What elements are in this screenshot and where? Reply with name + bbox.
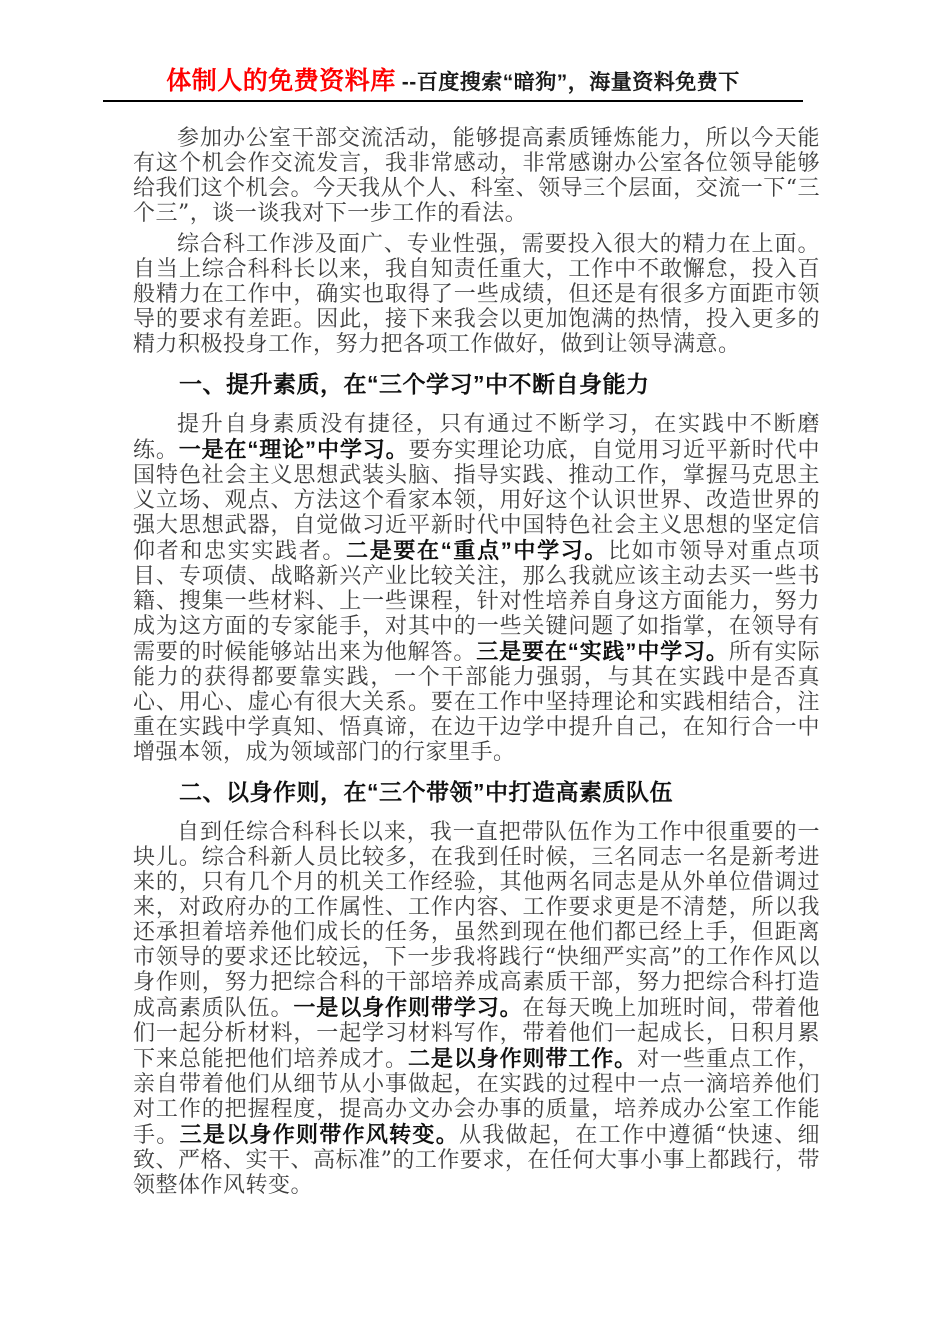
bold-text-run: 三是要在“实践”中学习。 <box>476 639 729 664</box>
text-run: 参加办公室干部交流活动，能够提高素质锤炼能力，所以今天能有这个机会作交流发言，我非常感动，非常感谢办公室各位领导能够给我们这个机会。今天我从个人、科室、领导三个层面，交流一下“三个三”，谈一谈我对下一步工作的看法。 <box>133 126 820 226</box>
bold-text-run: 二是以身作则带工作。 <box>407 1046 638 1071</box>
header-subtitle: --百度搜索“暗狗”，海量资料免费下 <box>401 71 740 94</box>
text-run: 在每天晚上加班时间，带着他们一起分析材料，一起学习材料写作，带着他们一起成长，日积月累下来总能把他们培养成才。 <box>133 996 820 1072</box>
text-run: 比如市领导对重点项目、专项债、战略新兴产业比较关注，那么我就应该主动去买一些书籍、搜集一些材料、上一些课程，针对性培养自身这方面能力，努力成为这方面的专家能手，对其中的一些关键问题了如指掌，在领导有需要的时候能够站出来为他解答。 <box>133 539 820 665</box>
text-run: 自到任综合科科长以来，我一直把带队伍作为工作中很重要的一块儿。综合科新人员比较多，在我到任时候，三名同志一名是新考进来的，只有几个月的机关工作经验，其他两名同志是从外单位借调过来，对政府办的工作属性、工作内容、工作要求更是不清楚，所以我还承担着培养他们成长的任务，虽然到现在他们都已经上手，但距离市领导的要求还比较远，下一步我将践行“快细严实高”的工作作风以身作则，努力把综合科的干部培养成高素质干部，努力把综合科打造成高素质队伍。 <box>133 820 820 1021</box>
site-title: 体制人的免费资料库 <box>166 67 396 95</box>
bold-text-run: 一、提升素质，在“三个学习”中不断自身能力 <box>179 371 650 397</box>
bold-text-run: 三是以身作则带作风转变。 <box>179 1122 459 1147</box>
bold-text-run: 一是在“理论”中学习。 <box>178 437 409 462</box>
text-run: 综合科工作涉及面广、专业性强，需要投入很大的精力在上面。自当上综合科科长以来，我自知责任重大，工作中不敢懈怠，投入百般精力在工作中，确实也取得了一些成绩，但还是有很多方面距市领导的要求有差距。因此，接下来我会以更加饱满的热情，投入更多的精力积极投身工作，努力把各项工作做好，做到让领导满意。 <box>133 232 820 357</box>
paragraph <box>133 820 820 1198</box>
bold-text-run: 一是以身作则带学习。 <box>293 995 523 1020</box>
paragraph <box>133 126 820 226</box>
text-run: 提升自身素质没有捷径，只有通过不断学习，在实践中不断磨练。 <box>133 412 820 463</box>
section-heading <box>133 779 820 806</box>
paragraph <box>133 412 820 765</box>
text-run: 所有实际能力的获得都要靠实践，一个干部能力强弱，与其在实践中是否真心、用心、虚心有很大关系。要在工作中坚持理论和实践相结合，注重在实践中学真知、悟真谛，在边干边学中提升自己，在知行合一中增强本领，成为领域部门的行家里手。 <box>133 640 820 765</box>
header-banner <box>103 66 803 102</box>
paragraph <box>133 232 820 357</box>
bold-text-run: 二、以身作则，在“三个带领”中打造高素质队伍 <box>179 779 673 805</box>
bold-text-run: 二是要在“重点”中学习。 <box>346 538 609 563</box>
document-body <box>133 126 820 1204</box>
section-heading <box>133 371 820 398</box>
text-run: 对一些重点工作，亲自带着他们从细节从小事做起，在实践的过程中一点一滴培养他们对工作的把握程度，提高办文办会办事的质量，培养成办公室工作能手。 <box>133 1047 820 1148</box>
text-run: 从我做起，在工作中遵循“快速、细致、严格、实干、高标准”的工作要求，在任何大事小事上都践行，带领整体作风转变。 <box>133 1123 820 1198</box>
text-run: 要夯实理论功底，自觉用习近平新时代中国特色社会主义思想武装头脑、指导实践、推动工作，掌握马克思主义立场、观点、方法这个看家本领，用好这个认识世界、改造世界的强大思想武器，自觉做习近平新时代中国特色社会主义思想的坚定信仰者和忠实实践者。 <box>133 438 820 564</box>
